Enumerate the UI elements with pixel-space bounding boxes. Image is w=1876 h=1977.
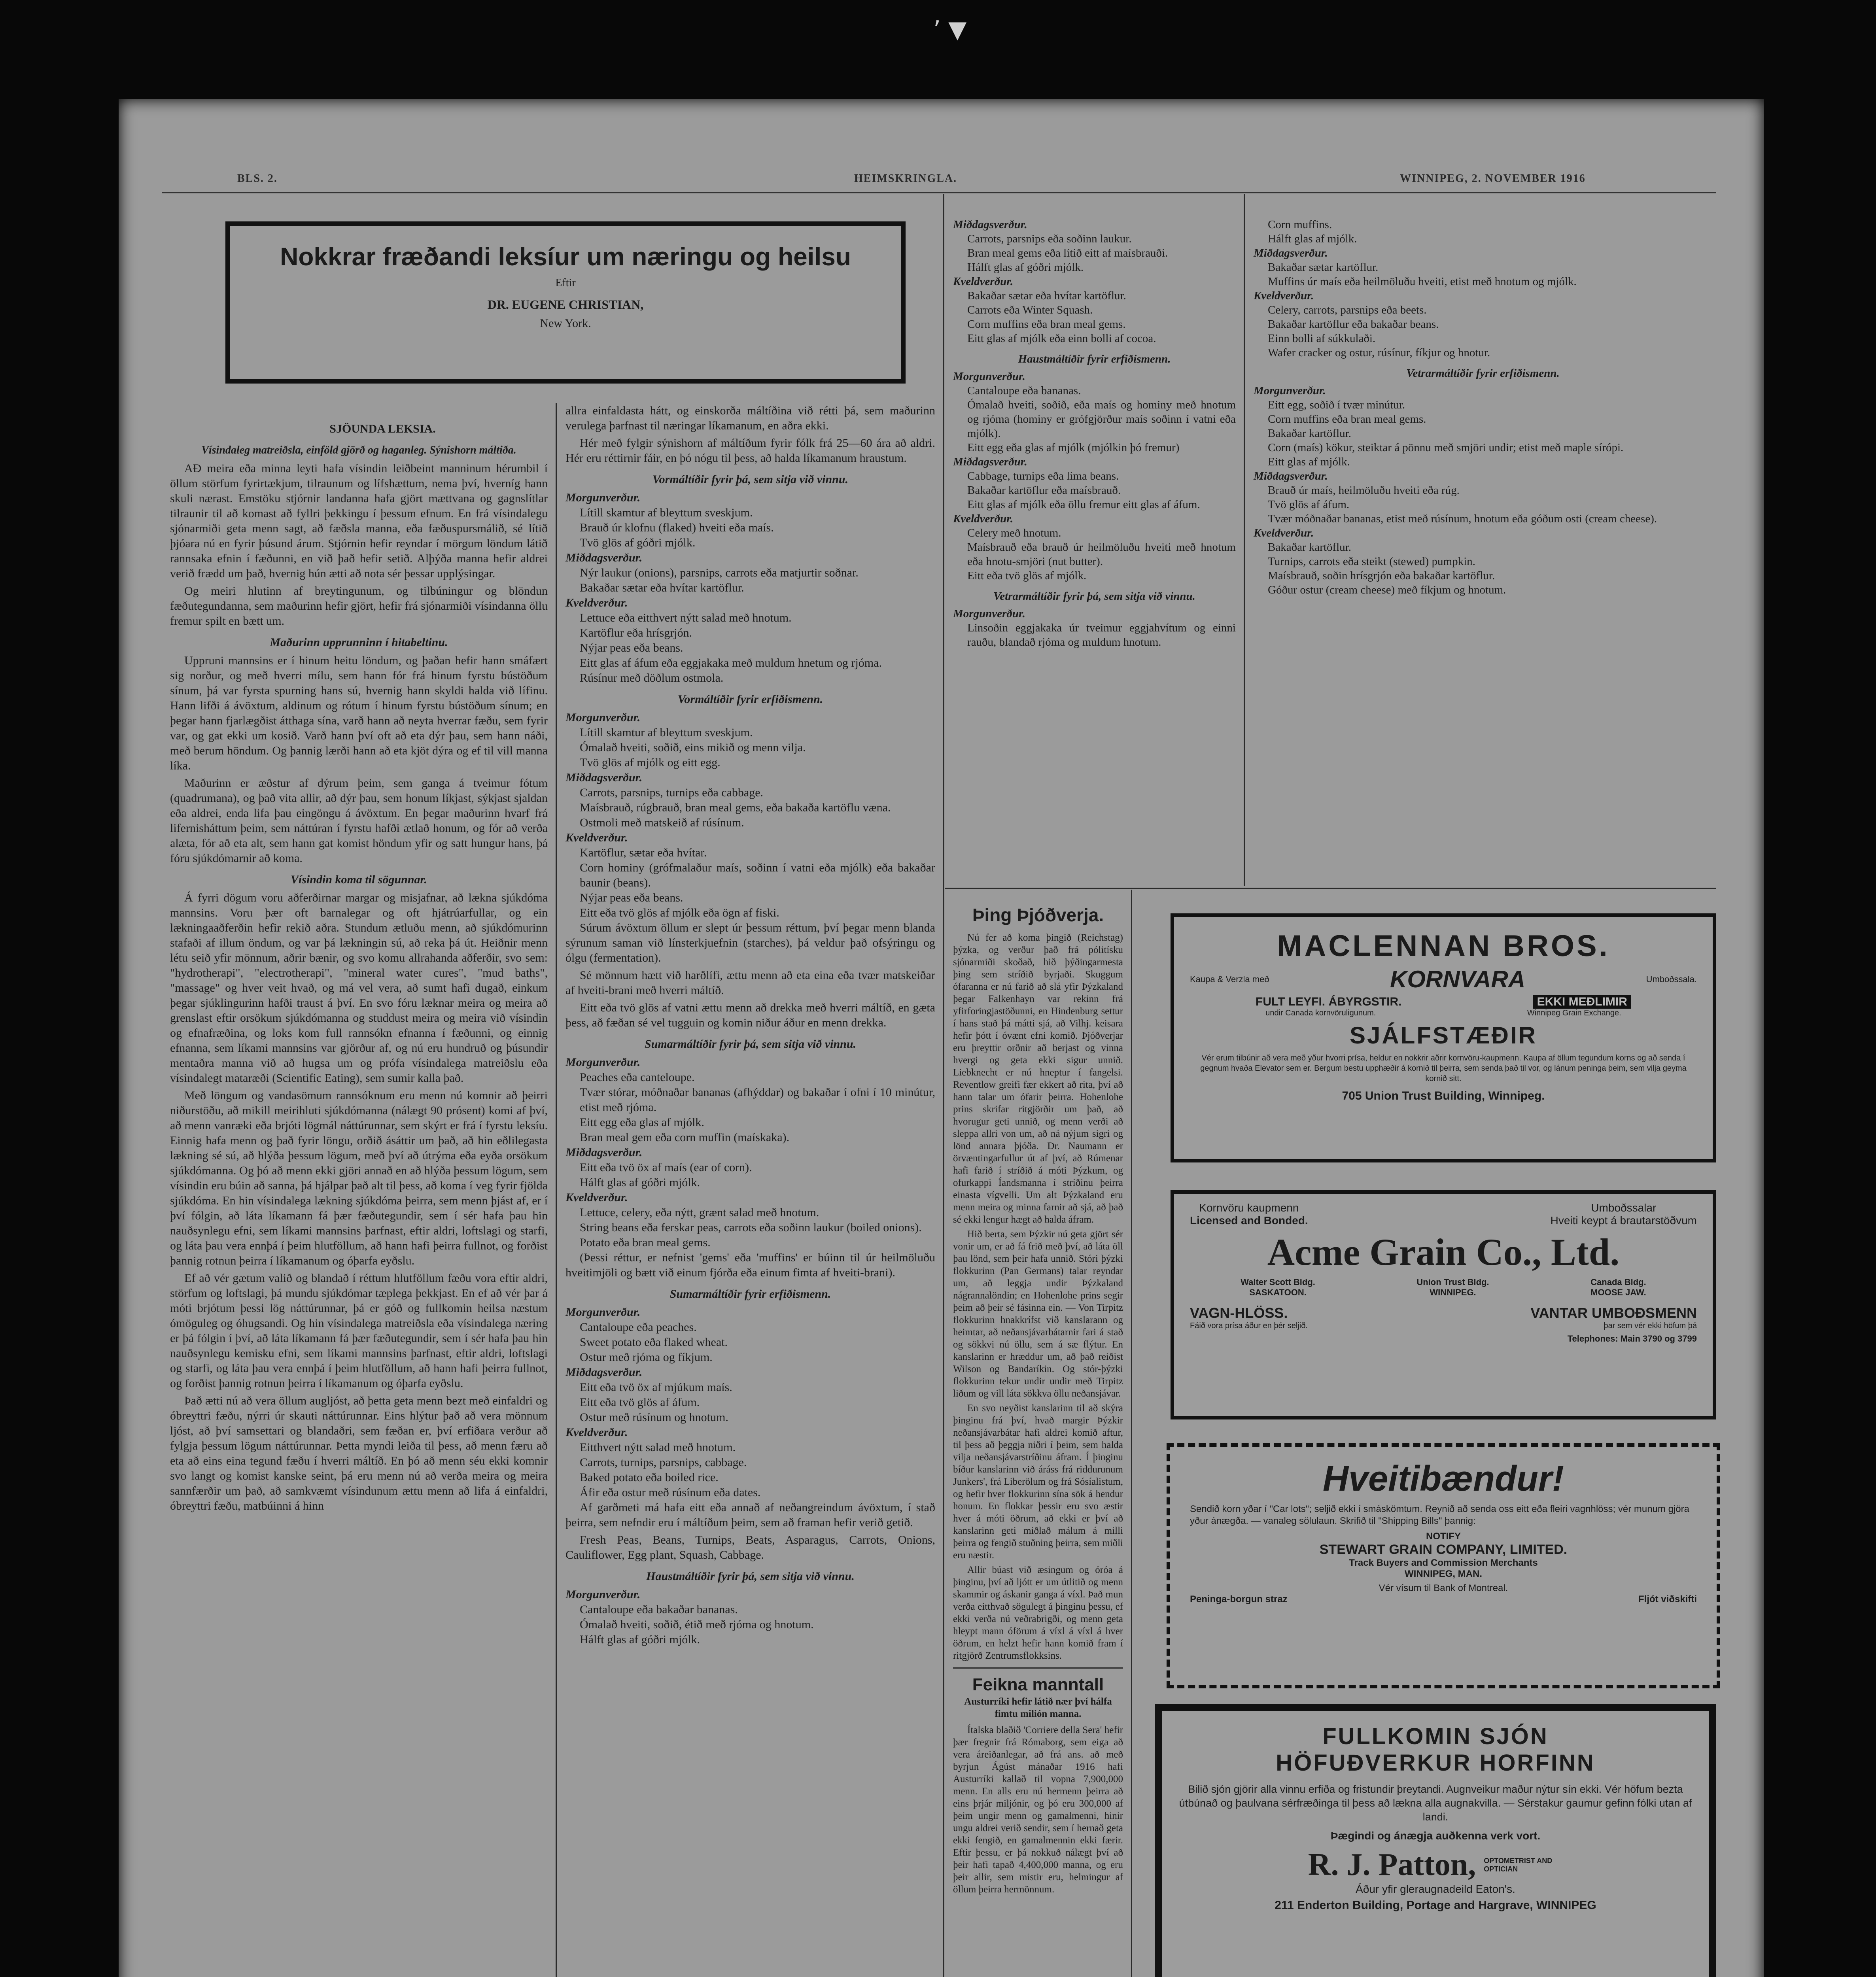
meal-item: Carrots, turnips, parsnips, cabbage. <box>580 1456 747 1469</box>
paragraph: Og meiri hlutinn af breytingunum, og tilbúningur og blöndun fæðutegundanna, sem maðurinn hefir gjört, hefir frá sjónarmiði vísindanna öllu fremur spilt en bætt um. <box>170 584 548 627</box>
ad-text: Fljót viðskifti <box>1638 1594 1697 1605</box>
meal-name: Miðdagsverður. <box>953 218 1027 231</box>
paragraph: (Þessi réttur, er nefnist 'gems' eða 'muffins' er búinn til úr heilmöluðu hveitimjöli og bætt við einum fjórða eða einum fimta af hveiti-brani). <box>565 1251 935 1279</box>
menu-season-heading: Vormáltíðir fyrir þá, sem sitja við vinnu. <box>652 473 849 486</box>
meal-item: Celery, carrots, parsnips eða beets. <box>1268 304 1427 316</box>
ad-tagline: Þægindi og ánægja auðkenna verk vort. <box>1330 1830 1541 1842</box>
meal-item: Ostur með rjóma og fíkjum. <box>580 1351 713 1364</box>
ad-text: Peninga-borgun straz <box>1190 1594 1288 1605</box>
menu-season-heading: Vormáltíðir fyrir erfiðismenn. <box>677 693 823 706</box>
article-heading: Feikna manntall <box>972 1675 1104 1694</box>
ad-maclennan <box>1171 913 1716 1162</box>
meal-item: Carrots eða Winter Squash. <box>967 304 1093 316</box>
meal-item: Tvær móðnaðar bananas, etist með rúsínum, hnotum eða góðum osti (cream cheese). <box>1268 512 1657 525</box>
menu-season-heading: Haustmáltíðir fyrir þá, sem sitja við vinnu. <box>646 1570 855 1583</box>
menu-group <box>565 1287 935 1500</box>
meal-name: Morgunverður. <box>953 607 1025 620</box>
meal-item: Cantaloupe eða bakaðar bananas. <box>580 1603 738 1616</box>
meal-item: Hálft glas af góðri mjólk. <box>967 261 1084 274</box>
meal-item: Maísbrauð, rúgbrauð, bran meal gems, eða bakaða kartöflu væna. <box>580 801 891 814</box>
ad-headline: Hveitibændur! <box>1322 1459 1564 1499</box>
issue-date: WINNIPEG, 2. NOVEMBER 1916 <box>1400 172 1586 185</box>
page-number: BLS. 2. <box>237 172 278 185</box>
meal-item: Celery með hnotum. <box>967 527 1061 539</box>
menu-group <box>1254 217 1712 597</box>
ad-description: Bilið sjón gjörir alla vinnu erfiða og fristundir þreytandi. Augnveikur maður nýtur sín ekki. Vér höfum bezta útbúnað og þaulvana sérfræðinga til þess að lækna alla augnakvilla. — Sérstakur gaumur gefinn fólki utan af landi. <box>1179 1783 1692 1823</box>
meal-item: Eitt glas af mjólk eða einn bolli af cocoa. <box>967 332 1156 345</box>
menu-season-heading: Vetrarmáltíðir fyrir þá, sem sitja við vinnu. <box>993 590 1195 603</box>
ad-text: undir Canada kornvöruligunum. <box>1265 1009 1376 1017</box>
meal-item: Corn muffins eða bran meal gems. <box>1268 413 1426 425</box>
meal-item: Corn (maís) kökur, steiktar á pönnu með smjöri undir; etist með maple sírópi. <box>1268 441 1624 454</box>
thing-article <box>953 902 1123 1898</box>
meal-item: Sweet potato eða flaked wheat. <box>580 1336 728 1349</box>
newspaper-page <box>119 99 1764 1977</box>
paragraph: AÐ meira eða minna leyti hafa vísindin leiðbeint manninum hérumbil í öllum störfum fyrirtækjum, tilraunum og lífshættum, nema því, hverníg hann skuli nærast. Emstöku stjórnir landanna hafa gjört mættvana og gagnslítlar tilraunir til að komast að fyllri þekkingu í þessum efnum. En frá vísindalegu sjónarmiði geta menn sagt, að fæðsla manna, eða fæðuspursmálið, sé lítið þjóara nú en fyrir þúsund árum. Stjórnin hefir reyndar í mörgum löndum látið rannsaka efnin í fæðunni, en við það hefir setið. Alþýða manna hefir aldrei verið frædd um það, hvernig hún ætti að nota sér þessar upplýsingar. <box>170 462 548 580</box>
ad-text: Kornvöru kaupmenn <box>1199 1202 1299 1214</box>
meal-item: Eitt egg eða glas af mjólk. <box>580 1116 704 1129</box>
meal-item: Brauð úr maís, heilmöluðu hveiti eða rúg. <box>1268 484 1460 497</box>
column-1 <box>170 415 548 1516</box>
paragraph: Sé mönnum hætt við harðlífi, ættu menn að eta eina eða tvær matskeiðar af hveiti-brani með hverri máltíð. <box>565 969 935 997</box>
paragraph: Maðurinn er æðstur af dýrum þeim, sem ganga á tveimur fótum (quadrumana), og það vita allir, að dýr þau, sem honum líkjast, sýkjast sjaldan eða aldrei, enda lifa þau eingöngu á ávöxtum. En þegar maðurinn hvarf frá lifernisháttum þeim, sem náttúran í fyrstu hafði ætlað honum, og fór að verða alæta, fór að eta alt, sem hann gat komist höndum yfir og satt hungur hans, þá fóru sjúkdómarnir að koma. <box>170 777 548 865</box>
ad-patton <box>1155 1704 1716 1977</box>
meal-item: Eitt eða tvö öx af mjúkum maís. <box>580 1381 732 1394</box>
meal-name: Kveldverður. <box>565 596 628 609</box>
meal-name: Miðdagsverður. <box>565 551 643 564</box>
ad-text: MOOSE JAW. <box>1590 1287 1646 1297</box>
meal-item: Eitt eða tvö öx af maís (ear of corn). <box>580 1161 752 1174</box>
paragraph: Með löngum og vandasömum rannsóknum eru menn nú komnir að þeirri niðurstöðu, að mikill meirihluti sjúkdómanna (nálægt 90 prósent) komi af því, að menn vanræki eða brjóti lögmál náttúrunnar, sem skýrt er frá í fyrstu leksíu. Einnig hafa menn og það fyrir löngu, orðið ásáttir um það, að hin eðlilegasta lækning sé sú, að hlýða þessum lögum, með því að útrýma eða eyða orsökum sjúkdómanna. Og þó að menn ekki gjöri annað en að hlýða þessum lögum, sem vísindin eru búin að sanna, þá hjálpar það alt til þess, að koma í veg fyrir fjölda sjúkdóma. En hin vísindalega lækning sjúkdóma þeirra, sem menn þjást af, er í því fólgin, að láta líkamann fá þær fæðutegundir, sem í sér hafa þau hin nauðsynlegu efni, sem líkami mannsins þarfnast, eftir aldri, loftslagi og starfi, og láta þau vera ennþá í þeim hlutföllum, að hann hafi þeirra fullnot, og forðist þannig rotnun þeirra í líkamanum og óþarfa eyðslu. <box>170 1089 548 1267</box>
meal-name: Miðdagsverður. <box>565 771 643 784</box>
menu-season-heading: Vetrarmáltíðir fyrir erfiðismenn. <box>1406 367 1560 380</box>
meal-item: Bran meal gems eða lítið eitt af maísbrauði. <box>967 247 1168 259</box>
meal-item: Tvö glös af góðri mjólk. <box>580 536 696 549</box>
meal-item: Eitthvert nýtt salad með hnotum. <box>580 1441 736 1454</box>
meal-item: Corn muffins. <box>1268 218 1332 231</box>
menu-season-heading: Sumarmáltíðir fyrir erfiðismenn. <box>669 1287 831 1300</box>
column-4 <box>1254 217 1712 597</box>
film-mark: ’ ▼ <box>933 16 967 43</box>
meal-name: Morgunverður. <box>565 1306 641 1319</box>
ad-text: Fáið vora prísa áður en þér seljið. <box>1190 1321 1308 1330</box>
meal-name: Miðdagsverður. <box>953 456 1027 468</box>
menu-season-heading: Haustmáltíðir fyrir erfiðismenn. <box>1018 353 1171 365</box>
byline-author: DR. EUGENE CHRISTIAN, <box>487 297 644 312</box>
ad-address: 211 Enderton Building, Portage and Hargrave, WINNIPEG <box>1275 1899 1596 1912</box>
ad-headline: SJÁLFSTÆÐIR <box>1349 1022 1537 1049</box>
ad-headline: FULLKOMIN SJÓN <box>1322 1724 1549 1749</box>
meal-item: Carrots, parsnips eða soðinn laukur. <box>967 232 1132 245</box>
ad-address: 705 Union Trust Building, Winnipeg. <box>1342 1089 1545 1102</box>
ad-text: þar sem vér ekki höfum þá <box>1604 1321 1697 1330</box>
meal-name: Kveldverður. <box>565 1191 628 1204</box>
meal-item: Bran meal gem eða corn muffin (maískaka). <box>580 1131 790 1144</box>
ad-text: STEWART GRAIN COMPANY, LIMITED. <box>1319 1542 1568 1557</box>
meal-item: Lítill skamtur af bleyttum sveskjum. <box>580 726 753 739</box>
meal-item: Kartöflur, sætar eða hvítar. <box>580 846 707 859</box>
meal-item: Bakaðar kartöflur. <box>1268 427 1351 440</box>
meal-item: Turnips, carrots eða steikt (stewed) pumpkin. <box>1268 555 1475 568</box>
ad-text: Áður yfir gleraugnadeild Eaton's. <box>1356 1883 1515 1895</box>
column-rule <box>1131 890 1132 1977</box>
meal-item: Eitt glas af mjólk eða öllu fremur eitt glas af áfum. <box>967 498 1200 511</box>
paragraph: Eitt eða tvö glös af vatni ættu menn að drekka með hverri máltíð, en gæta þess, að fæðan sé vel tugguin og komin niður áður en menn drekka. <box>565 1001 935 1029</box>
meal-item: Eitt eða tvö glös af mjólk eða ögn af fiski. <box>580 906 779 919</box>
ad-big-text: KORNVARA <box>1390 966 1526 992</box>
ad-text: Winnipeg Grain Exchange. <box>1527 1009 1621 1017</box>
paragraph: Það ætti nú að vera öllum augljóst, að þetta geta menn bezt með einfaldri og óbreyttri fæðu, nýrri úr skauti náttúrunnar. Eins hlýtur það að vera mönnum ljóst, að því samsettari og blandaðri, sem fæðan er, því erfiðara verður að fylgja þessum lögum náttúrunnar. Þetta myndi leiða til þess, að menn færu að eta að eins eina tegund fæðu í hverri máltíð. En þó að menn séu ekki komnir svo langt og komist kanske seint, þá eru menn nú að verða meira og meira sannfærðir um það, að samkvæmt vísindunum ættu menn að lifa á einfaldri, óbreyttri fæðu, matbúinni á hinn <box>170 1394 548 1512</box>
meal-item: Góður ostur (cream cheese) með fíkjum og hnotum. <box>1268 584 1506 596</box>
ad-text: Walter Scott Bldg. <box>1241 1277 1315 1287</box>
meal-item: Ómalað hveiti, soðið, étið með rjóma og hnotum. <box>580 1618 814 1631</box>
meal-item: Hálft glas af góðri mjólk. <box>580 1633 700 1646</box>
meal-item: Eitt eða tvö glös af mjólk. <box>967 569 1087 582</box>
meal-item: Lítill skamtur af bleyttum sveskjum. <box>580 506 753 519</box>
ad-text: WINNIPEG. <box>1430 1287 1476 1297</box>
ad-text: VAGN-HLÖSS. <box>1190 1305 1288 1321</box>
meal-item: Linsoðin eggjakaka úr tveimur eggjahvítum og einni rauðu, blandað rjóma og muldum hnotum. <box>967 622 1236 648</box>
meal-item: Bakaðar kartöflur eða maísbrauð. <box>967 484 1121 497</box>
meal-name: Miðdagsverður. <box>1254 470 1328 482</box>
paragraph: En svo neyðist kanslarinn til að skýra þinginu frá því, hvað margir Þýzkir neðansjávarbátar hafi aldrei komið aftur, til þess að þeggja niðri í þeim, sem halda vilja neðansjávarstríðinu áfram. Í þinginu bíður kanslarinn við áráss frá riddurunum Junkers', frá Liberölum og frá Sósíalistum, og hefir hver flokkurinn sína sök á hendur honum. En flokkar þessir eru svo æstir hver á móti öðrum, að ekki er því að kanslarinn geti miðlað málum á milli þeirra og fengið stuðning þeirra, sem miðli eru næstir. <box>953 1403 1123 1561</box>
ad-phone: Telephones: Main 3790 og 3799 <box>1567 1334 1697 1344</box>
meal-name: Kveldverður. <box>1254 289 1314 302</box>
meal-name: Morgunverður. <box>565 1056 641 1069</box>
paragraph: Súrum ávöxtum öllum er slept úr þessum réttum, því þegar menn blanda sýrunum saman við línsterkjuefnin (starches), þá veldur það ofsýringu og ólgu (fermentation). <box>565 921 935 964</box>
meal-item: Nýr laukur (onions), parsnips, carrots eða matjurtir soðnar. <box>580 566 859 579</box>
menu-group <box>565 1037 935 1250</box>
meal-item: Nýjar peas eða beans. <box>580 891 683 904</box>
paragraph: Nú fer að koma þingið (Reichstag) þýzka, og verður það frá pólitísku sjónarmiði skoðað, hið þýðingarmesta þing sem stríðið byrjaði. Skuggum ófaranna er nú farið að slá yfir Þýzkaland þegar Falkenhayn var rekinn frá yfirforingjastöðunni, en Hindenburg settur í hans stað þá mátti sjá, að Vilhj. keisara hefir þótt í óvænt efni komið. Þjóðverjar eru þreyttir orðnir að berjast og vinna hvergi og geta ekki sigur unnið. Liebknecht er nú hneptur í fangelsi. Reventlow greifi fær ekkert að rita, því að hann talar um ófarir þeirra. Hohenlohe prins skrifar ritgjörðir um það, að hvorugur geti unnið, og menn verði að sleppa allri von um, að ná nýjum sigri og lönd annara þjóða. Dr. Naumann er örvæntingarfullur út af því, að Rúmenar hafi farið í stríðið á móti Þýzkum, og ofurkappi Íandsmanna í stríðinu þeirra einasta vígvelli. Um alt Þýzkaland eru menn meira og minna farnir að sjá, að það sé ekki lengur hægt að halda áfram. <box>953 932 1123 1225</box>
ad-text: WINNIPEG, MAN. <box>1405 1569 1482 1579</box>
ad-company-name: R. J. Patton, <box>1308 1847 1476 1882</box>
meal-item: Ostur með rúsínum og hnotum. <box>580 1411 728 1424</box>
meal-item: Eitt glas af áfum eða eggjakaka með muldum hnetum og rjóma. <box>580 656 882 669</box>
meal-item: Kartöflur eða hrísgrjón. <box>580 626 692 639</box>
meal-item: Hálft glas af góðri mjólk. <box>580 1176 700 1189</box>
meal-name: Morgunverður. <box>953 370 1025 383</box>
meal-item: Tvær stórar, móðnaðar bananas (afhýddar) og bakaðar í ofni í 10 minútur, etist með rjóma. <box>580 1086 935 1114</box>
ad-text: Umboðssalar <box>1591 1202 1657 1214</box>
meal-item: Eitt glas af mjólk. <box>1268 456 1350 468</box>
column-rule <box>1244 194 1245 886</box>
byline-prefix: Eftir <box>555 277 576 289</box>
meal-name: Miðdagsverður. <box>1254 247 1328 259</box>
meal-item: Peaches eða canteloupe. <box>580 1071 695 1084</box>
meal-name: Morgunverður. <box>565 1588 641 1601</box>
meal-name: Miðdagsverður. <box>565 1366 643 1379</box>
masthead: HEIMSKRINGLA. <box>854 172 957 185</box>
meal-name: Kveldverður. <box>1254 527 1314 539</box>
ad-text: Vér vísum til Bank of Montreal. <box>1379 1583 1508 1593</box>
section-heading: Vísindaleg matreiðsla, einföld gjörð og haganleg. Sýnishorn máltiða. <box>201 444 516 456</box>
ad-text: EKKI MEÐLIMIR <box>1533 995 1631 1009</box>
meal-item: Lettuce eða eitthvert nýtt salad með hnotum. <box>580 611 792 624</box>
ad-text: Track Buyers and Commission Merchants <box>1349 1557 1538 1568</box>
section-rule <box>945 888 1716 889</box>
paragraph: Ítalska blaðið 'Corriere della Sera' hefir þær fregnir frá Rómaborg, sem eiga að vera áreiðanlegar, að frá ans. að með byrjun Ágúst mánaðar 1916 hafi Austurríki kallað til vopna 7,900,000 menn. En alls eru nú hermenn þeirra að eins þrjár miljónir, og þó eru 300,000 af þeim ungir menn og gamalmenni, hinir ungu aldrei verið sendir, sem í hernað geta ekki fengið, en gamalmennin ekki færir. Eftir þessu, er þá nokkuð nálægt því að þeir hafi tapað 4,400,000 manna, og eru þeir allir, sem mistir eru, helmingur af öllum þeirra hermönnum. <box>953 1725 1123 1895</box>
meal-name: Kveldverður. <box>565 831 628 844</box>
ad-small-text: Umboðssala. <box>1646 974 1697 984</box>
meal-name: Morgunverður. <box>565 711 641 724</box>
paragraph: Fresh Peas, Beans, Turnips, Beats, Asparagus, Carrots, Onions, Cauliflower, Egg plant, Squash, Cabbage. <box>565 1533 935 1561</box>
meal-item: Maísbrauð eða brauð úr heilmöluðu hveiti með hnotum eða hnotu-smjöri (nut butter). <box>967 541 1236 568</box>
meal-item: Baked potato eða boiled rice. <box>580 1471 719 1484</box>
column-2 <box>565 403 935 1647</box>
meal-item: Tvö glös af áfum. <box>1268 498 1350 511</box>
article-title-box <box>225 221 906 384</box>
meal-item: Nýjar peas eða beans. <box>580 641 683 654</box>
meal-name: Miðdagsverður. <box>565 1146 643 1159</box>
meal-item: Muffins úr maís eða heilmöluðu hveiti, etist með hnotum og mjólk. <box>1268 275 1577 288</box>
paragraph: Allir búast við æsingum og óróa á þinginu, því að ljótt er um útlitið og menn skammir og áskanir ganga á víxl. Það mun verða eitthvað sögulegt á þinginu þessu, ef ekki verða nú veðrabrigði, og menn geta hleypt mann óförum á víxl á víxl á hver öðrum, en helzt hefir hann komið fram í ritgjörð Zentrumsflokksins. <box>953 1565 1123 1661</box>
meal-item: Bakaðar sætar eða hvítar kartöflur. <box>580 581 744 594</box>
meal-item: Tvö glös af mjólk og eitt egg. <box>580 756 721 769</box>
column-rule <box>943 194 944 1977</box>
meal-item: Bakaðar sætar eða hvítar kartöflur. <box>967 289 1126 302</box>
meal-name: Kveldverður. <box>953 275 1014 288</box>
meal-item: Potato eða bran meal gems. <box>580 1236 711 1249</box>
meal-item: Rúsínur með döðlum ostmola. <box>580 671 724 684</box>
meal-item: Cabbage, turnips eða lima beans. <box>967 470 1119 482</box>
meal-item: Eitt eða tvö glös af áfum. <box>580 1396 700 1409</box>
ad-text: VANTAR UMBOÐSMENN <box>1530 1305 1697 1321</box>
lesson-heading: SJÖUNDA LEKSIA. <box>329 422 436 435</box>
ad-text: Licensed and Bonded. <box>1190 1214 1308 1227</box>
meal-name: Kveldverður. <box>953 512 1014 525</box>
meal-item: Einn bolli af súkkulaði. <box>1268 332 1376 345</box>
meal-item: Eitt egg, soðið í tvær minútur. <box>1268 399 1405 411</box>
meal-item: Maísbrauð, soðin hrísgrjón eða bakaðar kartöflur. <box>1268 569 1495 582</box>
header-rule <box>162 192 1716 193</box>
ad-company-name: MACLENNAN BROS. <box>1277 929 1610 963</box>
column-rule <box>556 403 557 1977</box>
ad-description: Vér erum tilbúnir að vera með yður hvorri prísa, heldur en nokkrir aðrir kornvöru-kaupmenn. Kaupa af öllum tegundum korns og að senda í gegnum hvaða Elevator sem er. Bergum bestu upphæðir á kornið til þeirra, sem senda það til vor, og lánum peninga þeim, sem vilja geyma kornið sitt. <box>1200 1054 1687 1083</box>
meal-item: Bakaðar kartöflur. <box>1268 541 1351 554</box>
paragraph: Uppruni mannsins er í hinum heitu löndum, og þaðan hefir hann smáfært sig norður, og með hverri mílu, sem hann fór frá hinum fyrstu bústöðum sínum, þá var fyrsta spurning hans sú, hvernig hann skyldi halda við lífinu. Hann lifði á ávöxtum, aldinum og rótum í hinum fyrstu bústöðum sínum; en þegar hann fjarlægðist átthaga sína, varð hann að neyta hverrar fæðu, sem fyrir var, og gat ekki um kosið. Varð hann því oft að eta dýr þau, sem hann náði, með berum höndum. Og þannig lærði hann að eta kjöt dýra og ef til vill manna líka. <box>170 654 548 772</box>
article-title: Nokkrar fræðandi leksíur um næringu og heilsu <box>280 242 851 271</box>
ad-text: SASKATOON. <box>1249 1287 1307 1297</box>
menu-group <box>565 472 935 920</box>
meal-item: Bakaðar sætar kartöflur. <box>1268 261 1379 274</box>
section-heading: Vísindin koma til sögunnar. <box>290 873 427 886</box>
ad-small-text: Kaupa & Verzla með <box>1190 974 1269 984</box>
ad-stewart-grain <box>1167 1443 1720 1688</box>
meal-name: Morgunverður. <box>565 491 641 504</box>
meal-item: Lettuce, celery, eða nýtt, grænt salad með hnotum. <box>580 1206 819 1219</box>
meal-item: Corn hominy (grófmalaður maís, soðinn í vatni eða mjólk) eða bakaðar baunir (beans). <box>580 861 935 889</box>
ad-text: FULT LEYFI. ÁBYRGSTIR. <box>1256 995 1402 1008</box>
meal-item: Ómalað hveiti, soðið, eða maís og hominy með hnotum og rjóma (hominy er grófgjörður maís soðinn í vatni eða mjólk). <box>967 399 1236 440</box>
meal-item: Wafer cracker og ostur, rúsínur, fíkjur og hnotur. <box>1268 346 1490 359</box>
meal-item: Corn muffins eða bran meal gems. <box>967 318 1126 331</box>
article-heading: Þing Þjóðverja. <box>972 905 1104 925</box>
paragraph: Ef að vér gætum valið og blandað í réttum hlutföllum fæðu vora eftir aldri, störfum og loftslagi, þá mundu sjúkdómar tæplega þekkjast. En ef að vér þar á móti brjótum þessi lög náttúrunnar, þá er góð og fullkomin heilsa næstum ómöguleg og óhugsandi. Og hin vísindalega matreiðsla eða vísindalega næring er þá fólgin í því, að láta líkamann fá þær fæðutegundir, sem í sér hafa þau hin nauðsynlegu kemisku efni, sem líkami mannsins þarfnast, eftir aldri, loftslagi og starfi, og láta þau vera ennþá í þeim hlutföllum, að hann hafi þeirra fullnot, og forðist þannig rotnun þeirra í líkamanum og óþarfa eyðslu. <box>170 1272 548 1390</box>
paragraph: Hið berta, sem Þýzkir nú geta gjört sér vonir um, er að fá frið með því, að láta öll þau lönd, sem þeir hafa unnið. Stóri þýzki flokkurinn (Pan Germans) talar reyndar um, að leggja undir Þýzkaland nágrannalöndin; en Hohenlohe prins segir þeim að þeir sé fásinna ein. — Von Tirpitz flokkurinn hnakkrífst við kanslarann og heimtar, að neðansjávarbátarnir fari á stað og sökkvi nú öllu, sem á sæ flýtur. En kanslarinn er hræddur um, að það reiðist Wilson og Bandaríkin. Og stór-þýzki flokkurinn tekur undir undir með Tirpitz liðum og vill láta sökkva öllu neðansjávar. <box>953 1229 1123 1399</box>
meal-item: Brauð úr klofnu (flaked) hveiti eða maís. <box>580 521 774 534</box>
meal-name: Morgunverður. <box>1254 384 1326 397</box>
meal-item: Eitt egg eða glas af mjólk (mjólkin þó fremur) <box>967 441 1180 454</box>
ad-acme <box>1171 1190 1716 1419</box>
ad-text: Hveiti keypt á brautarstöðvum <box>1550 1214 1697 1227</box>
meal-name: Kveldverður. <box>565 1426 628 1439</box>
ad-text: Canada Bldg. <box>1590 1277 1646 1287</box>
byline-place: New York. <box>540 317 591 330</box>
ad-text: OPTOMETRIST AND OPTICIAN <box>1484 1856 1553 1873</box>
meal-item: Ostmoli með matskeið af rúsínum. <box>580 816 744 829</box>
meal-item: Cantaloupe eða peaches. <box>580 1321 697 1334</box>
menu-group <box>565 1569 935 1647</box>
ad-company-name: Acme Grain Co., Ltd. <box>1267 1231 1620 1273</box>
paragraph: Hér með fylgir sýnishorn af máltíðum fyrir fólk frá 25—60 ára að aldri. Hér eru réttirnir fáir, en þó nógu til þess, að halda líkamanum hraustum. <box>565 437 935 465</box>
menu-group <box>953 217 1236 649</box>
paragraph: Á fyrri dögum voru aðferðirnar margar og misjafnar, að lækna sjúkdóma mannsins. Voru þær oft barnalegar og oft hjátrúarfullar, og ein lækningaaðferðin hefir rekið aðra. Stundum ætluðu menn, að sjúkdómurinn stafaði af illum öndum, og var þá lækningin sú, að reka þá út. Heiðnir menn létu seið yfir mönnum, aðrir bænir, og svo komu allrahanda aðferðir, svo sem: "hydrotherapi", "electrotherapi", "mineral water cures", "mud baths", "massage" og hver veit hvað, og má vel vera, að sumt hafi dugað, einkum þegar sjúklingurinn hafði traust á því. En svo fóru læknar meira og meira að grenslast eftir orsökum sjúkdómanna og studdust meira og meira við vísindin og efnafræðina, og loks kom full rannsókn efnanna í fæðunni, og einnig efnanna, sem líkami mannsins var gjörður af, og nú eru hundruð og þúsundir mentaðra manna við að hugsa um og prófa vísindalega matreiðslu eða vísindalegt mataræði (Scientific Eating), sem sumir kalla það. <box>170 891 548 1085</box>
ad-subheadline: HÖFUÐVERKUR HORFINN <box>1276 1750 1595 1776</box>
meal-item: Ómalað hveiti, soðið, eins mikið og menn vilja. <box>580 741 806 754</box>
meal-item: Hálft glas af mjólk. <box>1268 232 1357 245</box>
section-rule <box>953 1667 1123 1669</box>
paragraph: Af garðmeti má hafa eitt eða annað af neðangreindum ávöxtum, í stað þeirra, sem nefndir eru í máltíðum þeim, sem að framan hefir verið getið. <box>565 1501 935 1529</box>
paragraph: allra einfaldasta hátt, og einskorða máltíðina við rétti þá, sem maðurinn verulega þarfnast til næringar líkamanum, en aðra ekki. <box>565 404 935 432</box>
meal-item: Cantaloupe eða bananas. <box>967 384 1081 397</box>
meal-item: Áfir eða ostur með rúsínum eða dates. <box>580 1486 761 1499</box>
article-subheading: Austurríki hefir látið nær því hálfa fimtu milión manna. <box>964 1696 1112 1719</box>
meal-item: Carrots, parsnips, turnips eða cabbage. <box>580 786 764 799</box>
column-3 <box>953 217 1236 649</box>
ad-description: Sendið korn yðar í "Car lots"; seljið ekki í smáskömtum. Reynið að senda oss eitt eða fleiri vagnhlöss; vér munum gjöra yður ánægða. — vanaleg sölulaun. Skrifið til "Shipping Bills" þannig: <box>1190 1504 1689 1526</box>
menu-season-heading: Sumarmáltíðir fyrir þá, sem sitja við vinnu. <box>644 1038 857 1051</box>
meal-item: Bakaðar kartöflur eða bakaðar beans. <box>1268 318 1439 331</box>
meal-item: String beans eða ferskar peas, carrots eða soðinn laukur (boiled onions). <box>580 1221 922 1234</box>
section-heading: Maðurinn upprunninn í hitabeltinu. <box>270 636 448 649</box>
ad-text: NOTIFY <box>1426 1531 1461 1542</box>
ad-text: Union Trust Bldg. <box>1416 1277 1489 1287</box>
